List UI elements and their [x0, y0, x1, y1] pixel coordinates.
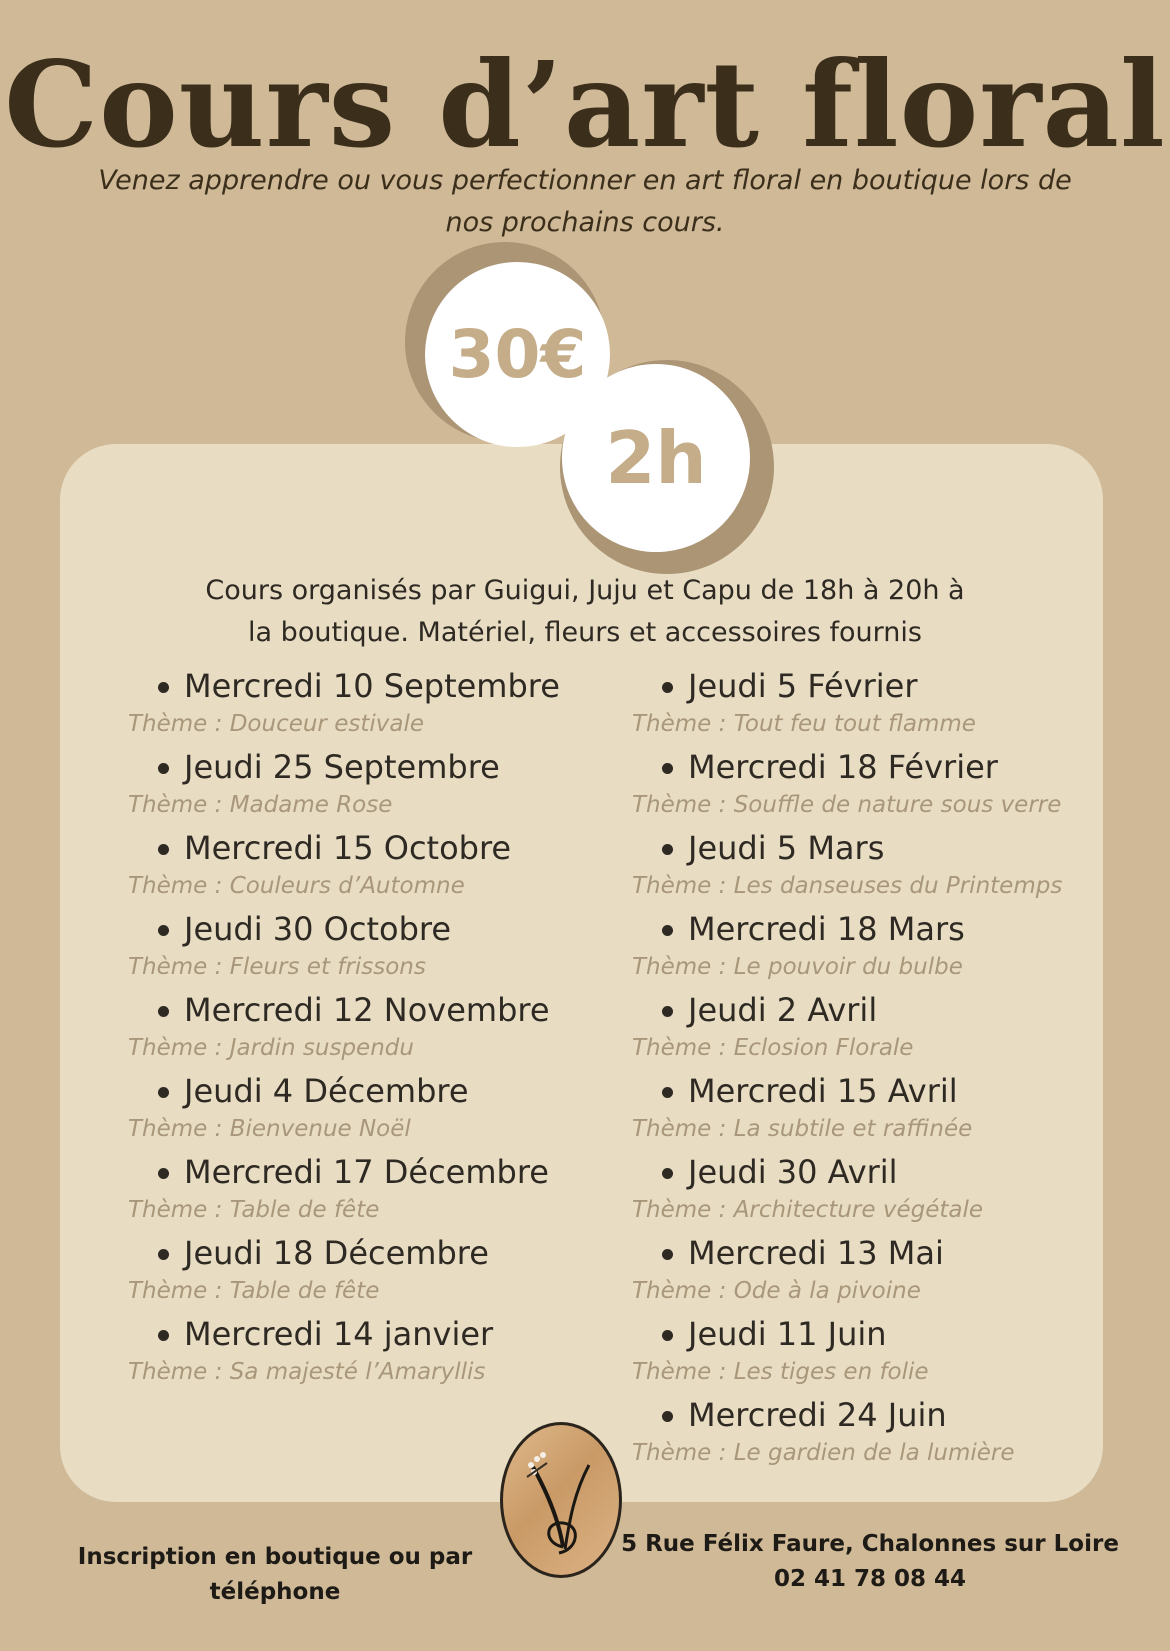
session-theme: Thème : Bienvenue Noël [128, 1116, 411, 1142]
session-date: Jeudi 5 Février [632, 665, 1102, 707]
session-date: Jeudi 25 Septembre [128, 746, 598, 788]
session-date: Mercredi 18 Mars [632, 908, 1102, 950]
course-info-line1: Cours organisés par Guigui, Juju et Capu de 18h à 20h à [205, 575, 965, 606]
session-item [128, 1070, 598, 1151]
session-item [128, 1232, 598, 1313]
phone-number: 02 41 78 08 44 [773, 1566, 967, 1592]
session-date: Mercredi 15 Octobre [128, 827, 598, 869]
session-theme: Thème : Architecture végétale [632, 1197, 983, 1223]
session-theme: Thème : Ode à la pivoine [632, 1278, 921, 1304]
contact-info [620, 1527, 1120, 1597]
session-date: Mercredi 15 Avril [632, 1070, 1102, 1112]
session-date: Mercredi 10 Septembre [128, 665, 598, 707]
session-item [632, 746, 1102, 827]
session-date: Mercredi 17 Décembre [128, 1151, 598, 1193]
session-theme: Thème : Fleurs et frissons [128, 954, 426, 980]
session-theme: Thème : Jardin suspendu [128, 1035, 414, 1061]
duration-label: 2h [605, 416, 707, 500]
session-date: Mercredi 24 Juin [632, 1394, 1102, 1436]
page-title: Cours d’art floral [4, 35, 1166, 174]
session-theme: Thème : Les tiges en folie [632, 1359, 929, 1385]
session-date: Jeudi 18 Décembre [128, 1232, 598, 1274]
price-label: 30€ [448, 316, 587, 393]
session-item [128, 746, 598, 827]
session-item [632, 1232, 1102, 1313]
session-theme: Thème : Le pouvoir du bulbe [632, 954, 963, 980]
session-date: Mercredi 13 Mai [632, 1232, 1102, 1274]
session-date: Jeudi 4 Décembre [128, 1070, 598, 1112]
session-date: Mercredi 14 janvier [128, 1313, 598, 1355]
session-item [632, 1151, 1102, 1232]
session-theme: Thème : La subtile et raffinée [632, 1116, 973, 1142]
session-item [128, 1151, 598, 1232]
session-item [128, 827, 598, 908]
session-theme: Thème : Le gardien de la lumière [632, 1440, 1015, 1466]
session-item [632, 1313, 1102, 1394]
course-info [150, 570, 1020, 654]
signup-line2: téléphone [209, 1579, 341, 1605]
session-item [632, 989, 1102, 1070]
session-theme: Thème : Eclosion Florale [632, 1035, 914, 1061]
session-theme: Thème : Douceur estivale [128, 711, 424, 737]
sessions-left-list [128, 665, 598, 1394]
session-date: Mercredi 12 Novembre [128, 989, 598, 1031]
session-item [128, 908, 598, 989]
session-date: Jeudi 30 Octobre [128, 908, 598, 950]
session-date: Jeudi 11 Juin [632, 1313, 1102, 1355]
session-item [632, 827, 1102, 908]
signup-line1: Inscription en boutique ou par [77, 1544, 473, 1570]
session-item [128, 989, 598, 1070]
session-theme: Thème : Les danseuses du Printemps [632, 873, 1063, 899]
session-theme: Thème : Table de fête [128, 1278, 380, 1304]
sessions-right-list [632, 665, 1102, 1475]
floral-monogram-logo-icon [500, 1422, 622, 1578]
session-theme: Thème : Couleurs d’Automne [128, 873, 465, 899]
session-theme: Thème : Souffle de nature sous verre [632, 792, 1062, 818]
duration-badge [562, 364, 750, 552]
session-item [632, 665, 1102, 746]
session-date: Jeudi 5 Mars [632, 827, 1102, 869]
signup-info [70, 1540, 480, 1610]
session-item [128, 1313, 598, 1394]
session-item [632, 1394, 1102, 1475]
logo-drawing [503, 1425, 619, 1575]
course-info-line2: la boutique. Matériel, fleurs et accessoires fournis [248, 617, 922, 648]
page-subtitle: Venez apprendre ou vous perfectionner en art floral en boutique lors de nos prochains cours. [98, 165, 1072, 238]
session-item [632, 1070, 1102, 1151]
session-theme: Thème : Table de fête [128, 1197, 380, 1223]
session-item [632, 908, 1102, 989]
session-theme: Thème : Madame Rose [128, 792, 393, 818]
session-date: Jeudi 30 Avril [632, 1151, 1102, 1193]
session-date: Jeudi 2 Avril [632, 989, 1102, 1031]
session-theme: Thème : Tout feu tout flamme [632, 711, 976, 737]
session-theme: Thème : Sa majesté l’Amaryllis [128, 1359, 486, 1385]
session-item [128, 665, 598, 746]
address: 5 Rue Félix Faure, Chalonnes sur Loire [621, 1531, 1119, 1557]
session-date: Mercredi 18 Février [632, 746, 1102, 788]
